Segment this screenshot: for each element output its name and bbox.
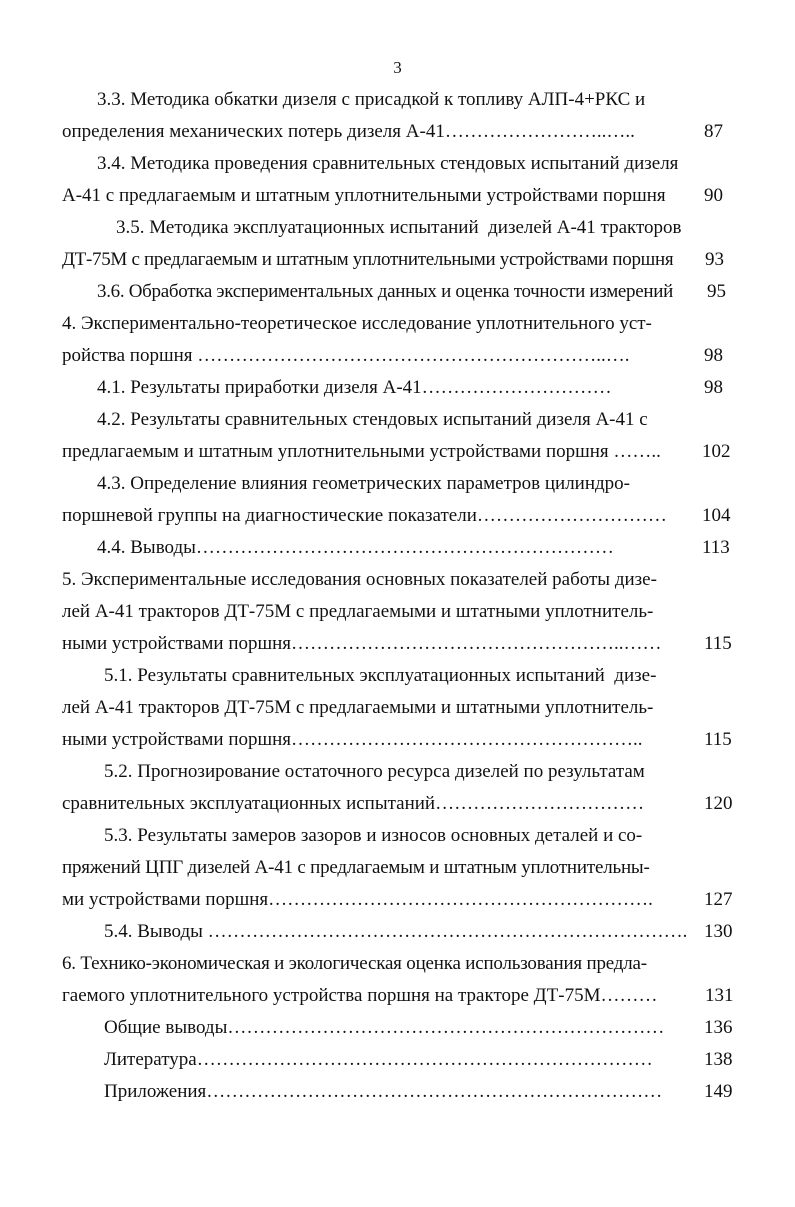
toc-line [97, 148, 678, 180]
toc-line [62, 116, 734, 148]
toc-line-text: сравнительных эксплуатационных испытаний…………………………… [62, 793, 645, 814]
toc-line-text: поршневой группы на диагностические показатели………………………… [62, 505, 667, 526]
toc-page-number: 98 [704, 345, 723, 366]
toc-line [62, 884, 734, 916]
toc-line-text: 5.2. Прогнозирование остаточного ресурса дизелей по результатам [104, 761, 645, 782]
toc-line [62, 180, 734, 212]
toc-line [62, 340, 734, 372]
toc-line-text: 3.5. Методика эксплуатационных испытаний дизелей А-41 тракторов [116, 217, 682, 238]
toc-line [62, 948, 647, 980]
toc-page-number: 98 [704, 377, 723, 398]
toc-line-text: ДТ-75М с предлагаемым и штатным уплотнительными устройствами поршня [62, 249, 674, 270]
toc-page-number: 149 [704, 1081, 733, 1102]
toc-line [97, 372, 734, 404]
toc-page-number: 138 [704, 1049, 733, 1070]
toc-line [104, 1076, 734, 1108]
toc-line [104, 916, 734, 948]
toc-line-text: Литература……………………………………………………………… [104, 1049, 653, 1070]
toc-line-text: Приложения……………………………………………………………… [104, 1081, 663, 1102]
toc-line-text: 3.3. Методика обкатки дизеля с присадкой к топливу АЛП-4+РКС и [97, 89, 646, 110]
toc-line-text: лей А-41 тракторов ДТ-75М с предлагаемыми и штатными уплотнитель- [62, 697, 654, 718]
toc-line-text: гаемого уплотнительного устройства поршня на тракторе ДТ-75М……… [62, 985, 658, 1006]
toc-line [62, 724, 734, 756]
toc-page-number: 115 [704, 729, 732, 750]
toc-page-number: 104 [702, 505, 731, 526]
toc-line [62, 852, 650, 884]
toc-line-text: 5.3. Результаты замеров зазоров и износов основных деталей и со- [104, 825, 643, 846]
toc-line-text: пряжений ЦПГ дизелей А-41 с предлагаемым и штатным уплотнительны- [62, 857, 650, 878]
toc-line-text: ными устройствами поршня……………………………………………….. [62, 729, 643, 750]
toc-line [62, 308, 652, 340]
toc-line-text: 6. Технико-экономическая и экологическая оценка использования предла- [62, 953, 647, 974]
toc-line-text: ми устройствами поршня……………………………………………………. [62, 889, 653, 910]
toc-page-number: 113 [702, 537, 730, 558]
toc-line [62, 980, 734, 1012]
page-number: 3 [393, 58, 402, 77]
toc-line-text: ными устройствами поршня……………………………………………..…… [62, 633, 662, 654]
toc-line-text: ройства поршня ………………………………………………………..…. [62, 345, 630, 366]
toc-line-text: 4.1. Результаты приработки дизеля А-41………………………… [97, 377, 612, 398]
toc-line [104, 820, 642, 852]
toc-line-text: 5.1. Результаты сравнительных эксплуатационных испытаний дизе- [104, 665, 657, 686]
toc-page-number: 93 [705, 249, 724, 270]
toc-line [62, 244, 734, 276]
toc-line [62, 500, 734, 532]
toc-page-number: 95 [707, 281, 726, 302]
toc-page-number: 136 [704, 1017, 733, 1038]
toc-line-text: 4. Экспериментально-теоретическое исследование уплотнительного уст- [62, 313, 652, 334]
toc-line [97, 468, 630, 500]
toc-line [62, 692, 653, 724]
toc-line [97, 276, 734, 308]
toc-line-text: определения механических потерь дизеля А-41……………………..….. [62, 121, 635, 142]
toc-line [97, 532, 734, 564]
toc-line-text: 5.4. Выводы …………………………………………………………………. [104, 921, 688, 942]
toc-line [97, 84, 645, 116]
toc-line-text: 3.6. Обработка экспериментальных данных и оценка точности измерений [97, 281, 673, 302]
toc-line [104, 1044, 734, 1076]
toc-page-number: 90 [704, 185, 723, 206]
toc-page-number: 130 [704, 921, 733, 942]
toc-line-text: Общие выводы…………………………………………………………… [104, 1017, 665, 1038]
toc-page-number: 120 [704, 793, 733, 814]
toc-page-number: 131 [705, 985, 734, 1006]
toc-line [104, 660, 656, 692]
toc-line [104, 756, 645, 788]
toc-line-text: 4.4. Выводы………………………………………………………… [97, 537, 614, 558]
toc-line-text: 4.3. Определение влияния геометрических параметров цилиндро- [97, 473, 631, 494]
toc-line [104, 1012, 734, 1044]
toc-page-number: 102 [702, 441, 731, 462]
toc-line-text: 3.4. Методика проведения сравнительных стендовых испытаний дизеля [97, 153, 679, 174]
toc-line-text: 5. Экспериментальные исследования основных показателей работы дизе- [62, 569, 657, 590]
toc-line [62, 564, 657, 596]
toc-line [62, 436, 734, 468]
toc-line-text: А-41 с предлагаемым и штатным уплотнительными устройствами поршня [62, 185, 666, 206]
toc-page-number: 115 [704, 633, 732, 654]
toc-line [62, 788, 734, 820]
toc-line-text: лей А-41 тракторов ДТ-75М с предлагаемыми и штатными уплотнитель- [62, 601, 654, 622]
toc-line-text: 4.2. Результаты сравнительных стендовых испытаний дизеля А-41 с [97, 409, 648, 430]
toc-line [116, 212, 682, 244]
toc-line [62, 628, 734, 660]
toc-line [97, 404, 648, 436]
toc-page-number: 127 [704, 889, 733, 910]
toc-line [62, 596, 653, 628]
toc-line-text: предлагаемым и штатным уплотнительными устройствами поршня …….. [62, 441, 661, 462]
toc-page-number: 87 [704, 121, 723, 142]
